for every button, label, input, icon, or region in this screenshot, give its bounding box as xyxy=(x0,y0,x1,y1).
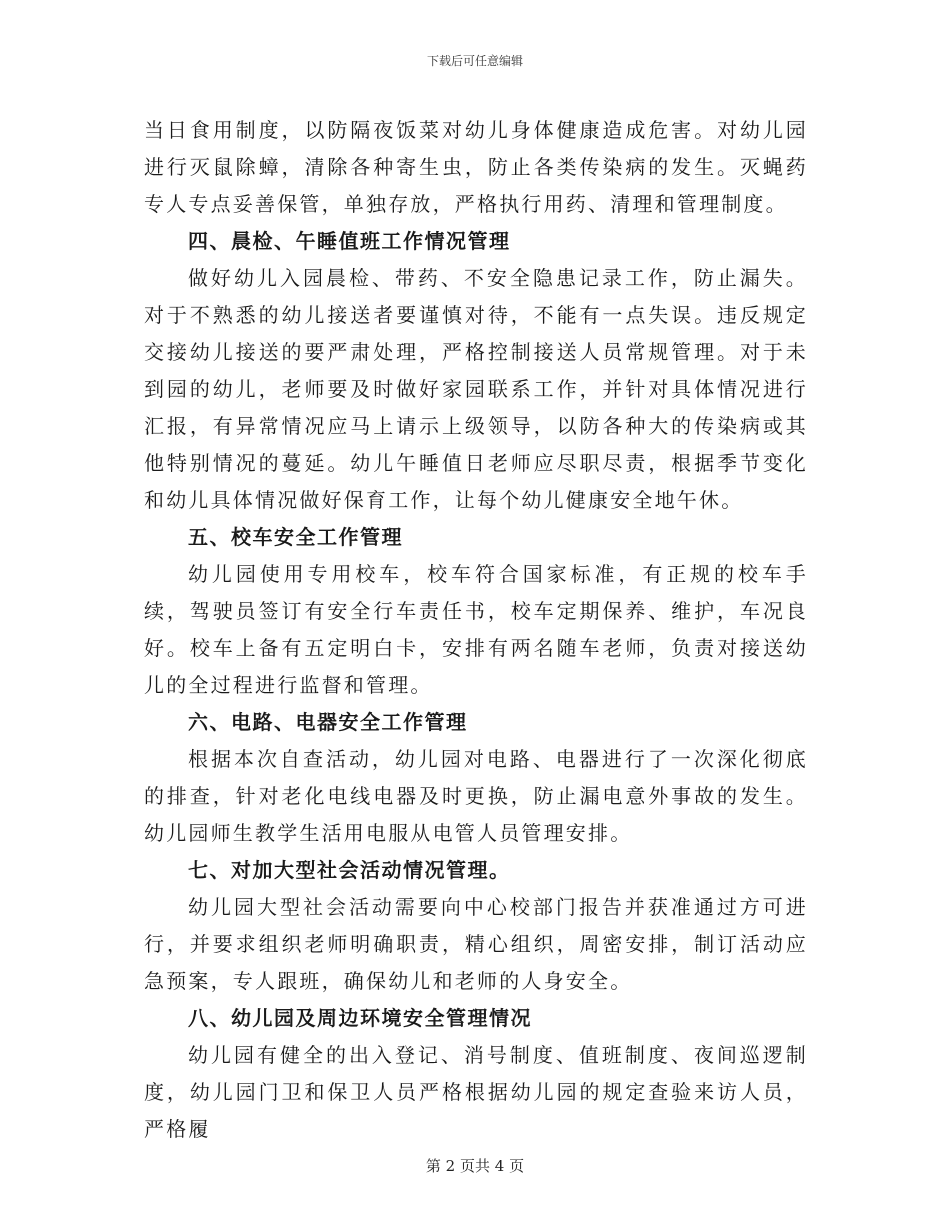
document-body xyxy=(144,112,808,1148)
section-paragraph: 幼儿园使用专用校车，校车符合国家标准，有正规的校车手续，驾驶员签订有安全行车责任书，校车定期保养、维护，车况良好。校车上备有五定明白卡，安排有两名随车老师，负责对接送幼儿的全过程进行监督和管理。 xyxy=(144,562,808,697)
page-number: 第 2 页共 4 页 xyxy=(425,1157,525,1175)
section-paragraph: 幼儿园有健全的出入登记、消号制度、值班制度、夜间巡逻制度，幼儿园门卫和保卫人员严格根据幼儿园的规定查验来访人员，严格履 xyxy=(144,1043,808,1141)
intro-paragraph: 当日食用制度，以防隔夜饭菜对幼儿身体健康造成危害。对幼儿园进行灭鼠除蟑，清除各种寄生虫，防止各类传染病的发生。灭蝇药专人专点妥善保管，单独存放，严格执行用药、清理和管理制度。 xyxy=(144,118,808,216)
section-heading: 五、校车安全工作管理 xyxy=(188,525,403,549)
section-8 xyxy=(144,1000,808,1148)
section-heading: 六、电路、电器安全工作管理 xyxy=(188,710,468,734)
section-4 xyxy=(144,223,808,519)
section-7 xyxy=(144,852,808,1000)
section-heading: 八、幼儿园及周边环境安全管理情况 xyxy=(188,1006,532,1030)
section-6 xyxy=(144,704,808,852)
section-heading: 四、晨检、午睡值班工作情况管理 xyxy=(188,229,511,253)
section-heading: 七、对加大型社会活动情况管理。 xyxy=(188,858,511,882)
section-paragraph: 做好幼儿入园晨检、带药、不安全隐患记录工作，防止漏失。对于不熟悉的幼儿接送者要谨慎对待，不能有一点失误。违反规定交接幼儿接送的要严肃处理，严格控制接送人员常规管理。对于未到园的幼儿，老师要及时做好家园联系工作，并针对具体情况进行汇报，有异常情况应马上请示上级领导，以防各种大的传染病或其他特别情况的蔓延。幼儿午睡值日老师应尽职尽责，根据季节变化和幼儿具体情况做好保育工作，让每个幼儿健康安全地午休。 xyxy=(144,266,808,512)
section-paragraph: 根据本次自查活动，幼儿园对电路、电器进行了一次深化彻底的排查，针对老化电线电器及时更换，防止漏电意外事故的发生。幼儿园师生教学生活用电服从电管人员管理安排。 xyxy=(144,747,808,845)
page-header-note: 下载后可任意编辑 xyxy=(426,54,523,68)
section-paragraph: 幼儿园大型社会活动需要向中心校部门报告并获准通过方可进行，并要求组织老师明确职责，精心组织，周密安排，制订活动应急预案，专人跟班，确保幼儿和老师的人身安全。 xyxy=(144,895,808,993)
section-5 xyxy=(144,519,808,704)
